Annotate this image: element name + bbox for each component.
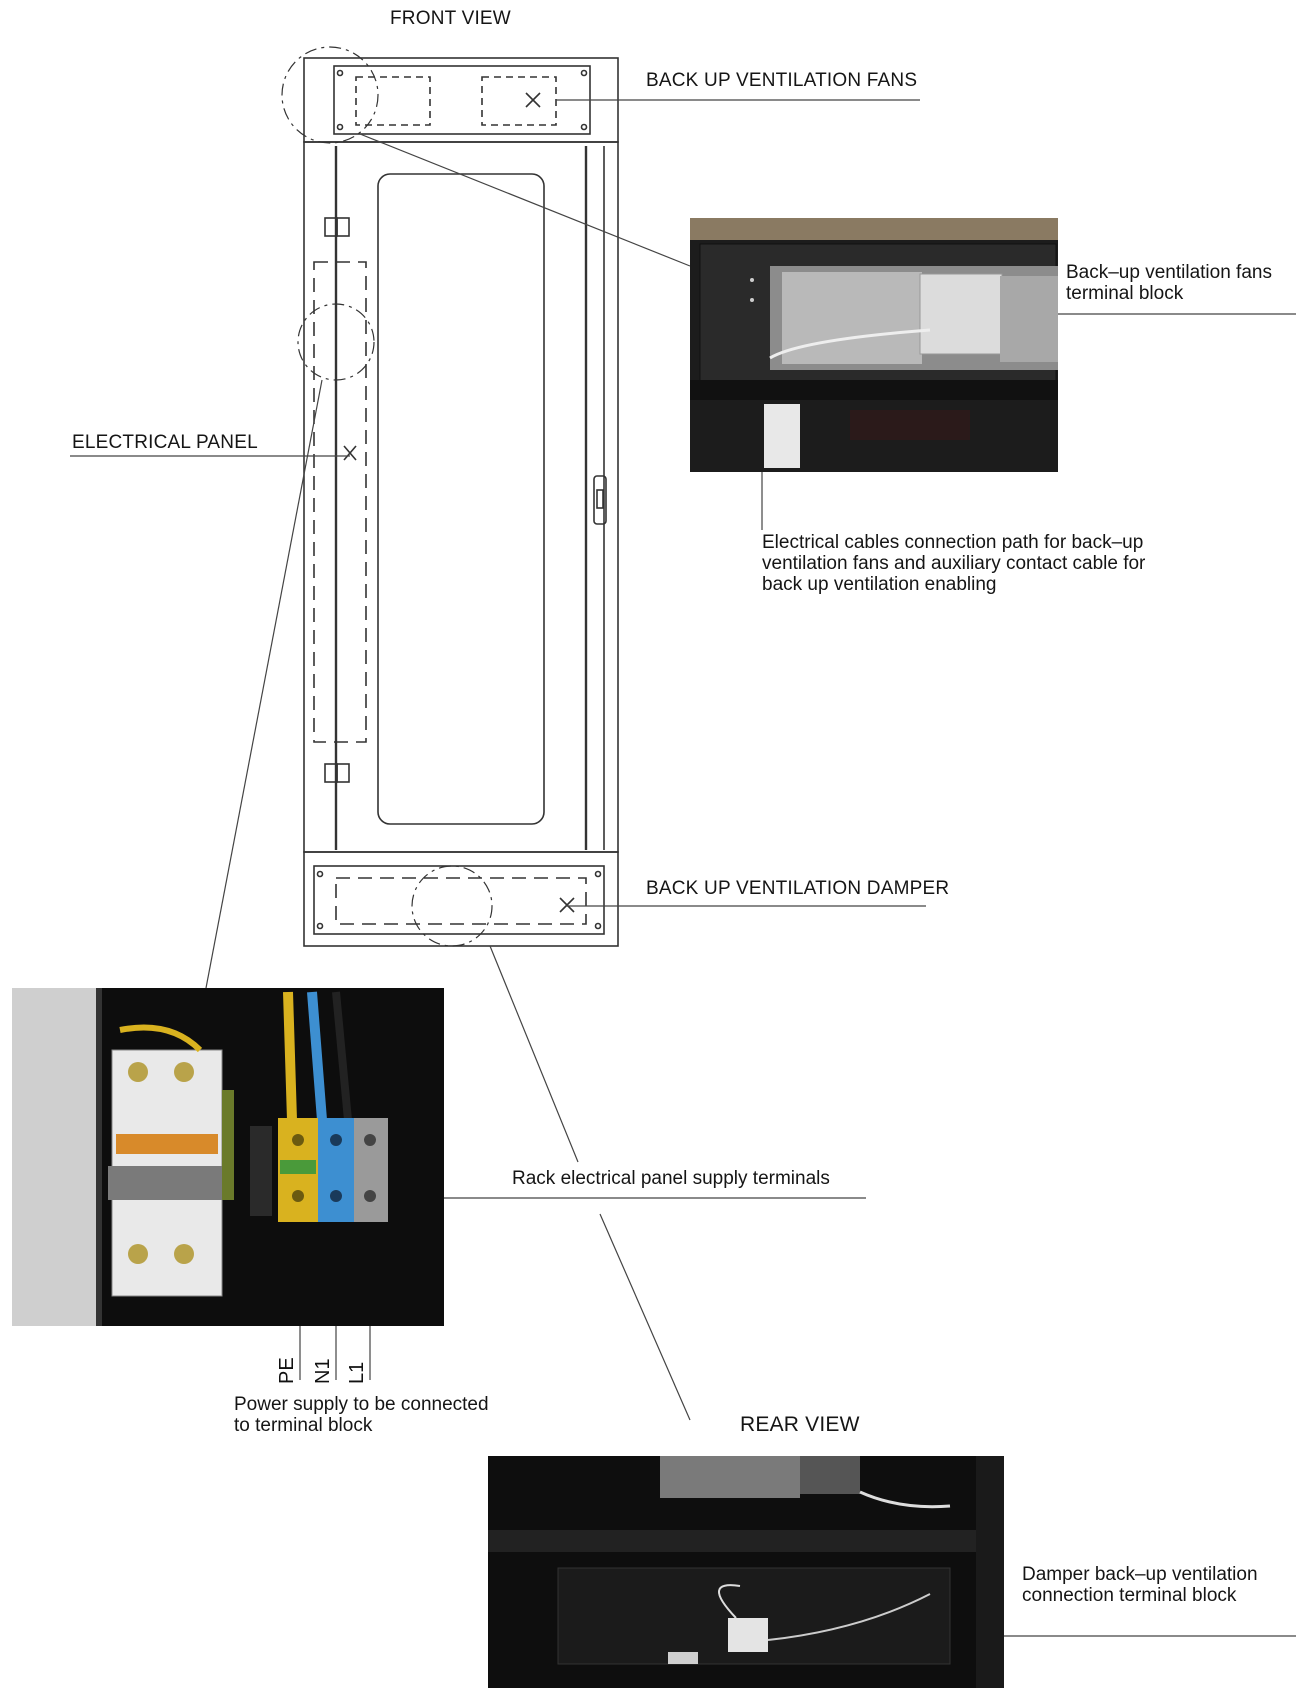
front-view-title: FRONT VIEW	[390, 8, 511, 29]
fans-terminal-block-label: Back–up ventilation fans terminal block	[1066, 262, 1272, 304]
terminal-label-l1: L1	[346, 1361, 368, 1384]
cables-path-label: Electrical cables connection path for back–up ventilation fans and auxiliary contact cable for back up ventilation enabling	[762, 532, 1146, 595]
cabinet-front-drawing	[282, 47, 618, 946]
photo-fans-terminal-block	[690, 218, 1058, 472]
fans-callout: BACK UP VENTILATION FANS	[646, 70, 918, 91]
terminal-label-n1: N1	[312, 1358, 334, 1384]
photo-rear-damper	[488, 1456, 1004, 1688]
electrical-panel-callout: ELECTRICAL PANEL	[72, 432, 258, 453]
damper-callout: BACK UP VENTILATION DAMPER	[646, 878, 950, 899]
photo-supply-terminals	[12, 988, 444, 1326]
damper-terminal-block-label: Damper back–up ventilation connection terminal block	[1022, 1564, 1258, 1606]
supply-terminals-label: Rack electrical panel supply terminals	[512, 1168, 830, 1189]
rear-view-title: REAR VIEW	[740, 1413, 860, 1436]
power-supply-label: Power supply to be connected to terminal block	[234, 1394, 489, 1436]
terminal-label-pe: PE	[276, 1357, 298, 1384]
